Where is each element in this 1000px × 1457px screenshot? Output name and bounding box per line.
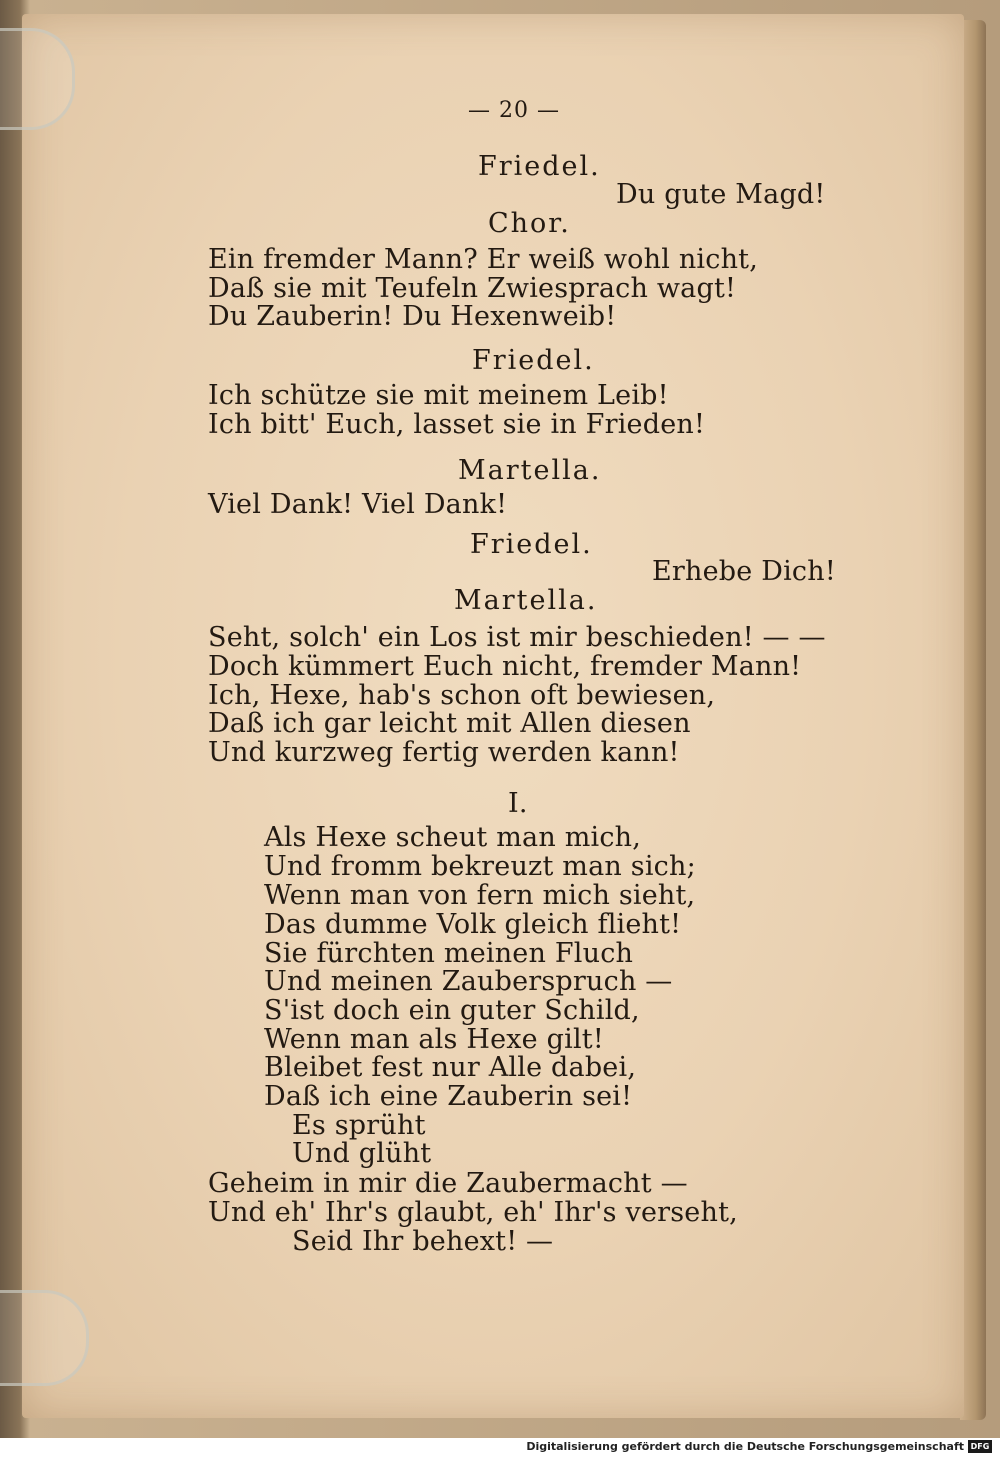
verse-line: Und eh' Ihr's glaubt, eh' Ihr's verseht, bbox=[208, 1197, 738, 1228]
page-clip-top bbox=[0, 28, 75, 130]
text-line: Daß ich gar leicht mit Allen diesen bbox=[208, 708, 691, 739]
text-line: Ich, Hexe, hab's schon oft bewiesen, bbox=[208, 680, 716, 711]
text-line: Viel Dank! Viel Dank! bbox=[208, 489, 508, 520]
text-line: Seht, solch' ein Los ist mir beschieden! — — bbox=[208, 622, 826, 653]
verse-line: Das dumme Volk gleich flieht! bbox=[264, 909, 682, 940]
speaker-name: Friedel. bbox=[478, 151, 601, 182]
text-line: Daß sie mit Teufeln Zwiesprach wagt! bbox=[208, 273, 737, 304]
text-line: Ein fremder Mann? Er weiß wohl nicht, bbox=[208, 244, 759, 275]
funding-note: Digitalisierung gefördert durch die Deutsche Forschungsgemeinschaft bbox=[526, 1440, 964, 1453]
speaker-name: Martella. bbox=[454, 585, 598, 616]
text-line: Du gute Magd! bbox=[616, 179, 826, 210]
text-line: Doch kümmert Euch nicht, fremder Mann! bbox=[208, 651, 802, 682]
verse-line: S'ist doch ein guter Schild, bbox=[264, 995, 640, 1026]
text-line: Du Zauberin! Du Hexenweib! bbox=[208, 301, 617, 332]
speaker-name: Friedel. bbox=[472, 345, 595, 376]
verse-line: Daß ich eine Zauberin sei! bbox=[264, 1081, 633, 1112]
verse-line: Wenn man als Hexe gilt! bbox=[264, 1024, 604, 1055]
verse-line: Geheim in mir die Zaubermacht — bbox=[208, 1168, 688, 1199]
section-heading: I. bbox=[508, 788, 528, 819]
verse-line: Und meinen Zauberspruch — bbox=[264, 966, 673, 997]
verse-line: Wenn man von fern mich sieht, bbox=[264, 880, 696, 911]
dfg-logo-icon: DFG bbox=[968, 1440, 992, 1453]
page-number: — 20 — bbox=[468, 98, 560, 123]
text-line: Ich bitt' Euch, lasset sie in Frieden! bbox=[208, 409, 706, 440]
speaker-name: Martella. bbox=[458, 455, 602, 486]
verse-line: Bleibet fest nur Alle dabei, bbox=[264, 1052, 637, 1083]
text-line: Und kurzweg fertig werden kann! bbox=[208, 737, 680, 768]
verse-line: Sie fürchten meinen Fluch bbox=[264, 938, 634, 969]
page-clip-bottom bbox=[0, 1290, 89, 1386]
speaker-name: Chor. bbox=[488, 208, 571, 239]
verse-line: Und glüht bbox=[292, 1138, 432, 1169]
verse-line: Als Hexe scheut man mich, bbox=[264, 822, 642, 853]
verse-line: Seid Ihr behext! — bbox=[292, 1226, 554, 1257]
text-line: Ich schütze sie mit meinem Leib! bbox=[208, 380, 669, 411]
text-line: Erhebe Dich! bbox=[652, 556, 836, 587]
verse-line: Und fromm bekreuzt man sich; bbox=[264, 851, 696, 882]
verse-line: Es sprüht bbox=[292, 1110, 426, 1141]
speaker-name: Friedel. bbox=[470, 529, 593, 560]
